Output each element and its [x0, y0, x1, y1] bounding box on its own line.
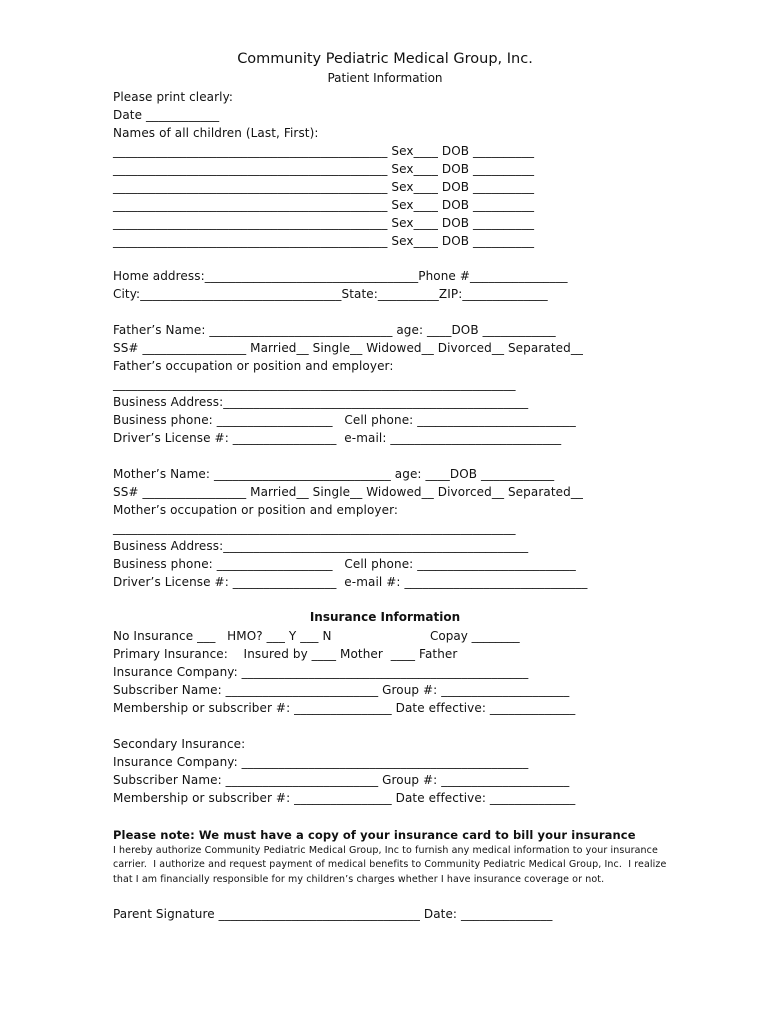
mother-ss-field[interactable]: SS# _________________ Married__ Single__ Widowed__ Divorced__ Separated__: [113, 485, 584, 499]
print-clearly-note: Please print clearly:: [113, 90, 234, 104]
mother-name-field[interactable]: Mother’s Name: _____________________________ age: ____DOB ____________: [113, 467, 555, 481]
father-name-field[interactable]: Father’s Name: ______________________________ age: ____DOB ____________: [113, 323, 556, 337]
child-row[interactable]: _____________________________________________ Sex____ DOB __________: [113, 216, 535, 230]
child-row[interactable]: _____________________________________________ Sex____ DOB __________: [113, 198, 535, 212]
parent-signature-field[interactable]: Parent Signature _________________________________ Date: _______________: [113, 907, 553, 921]
page-title: Community Pediatric Medical Group, Inc.: [237, 51, 533, 67]
insurance-company-field[interactable]: Insurance Company: _______________________________________________: [113, 665, 529, 679]
child-row[interactable]: _____________________________________________ Sex____ DOB __________: [113, 144, 535, 158]
children-label: Names of all children (Last, First):: [113, 126, 319, 140]
insurance-heading: Insurance Information: [309, 610, 461, 624]
child-row[interactable]: _____________________________________________ Sex____ DOB __________: [113, 180, 535, 194]
child-row[interactable]: _____________________________________________ Sex____ DOB __________: [113, 234, 535, 248]
mother-business-address-field[interactable]: Business Address:__________________________________________________: [113, 539, 529, 553]
copay-field[interactable]: Copay ________: [430, 629, 520, 643]
secondary-company-field[interactable]: Insurance Company: _______________________________________________: [113, 755, 529, 769]
city-state-zip-field[interactable]: City:_________________________________State:__________ZIP:______________: [113, 287, 548, 301]
mother-phone-field[interactable]: Business phone: ___________________ Cell phone: __________________________: [113, 557, 576, 571]
mother-occupation-label: Mother’s occupation or position and employer:: [113, 503, 399, 517]
authorization-text: I hereby authorize Community Pediatric Medical Group, Inc to furnish any medical information to your insurance: [113, 845, 658, 856]
father-ss-field[interactable]: SS# _________________ Married__ Single__ Widowed__ Divorced__ Separated__: [113, 341, 584, 355]
mother-occupation-field[interactable]: __________________________________________________________________: [113, 521, 516, 535]
date-field[interactable]: Date ____________: [113, 108, 220, 122]
child-row[interactable]: _____________________________________________ Sex____ DOB __________: [113, 162, 535, 176]
no-insurance-hmo-field[interactable]: No Insurance ___ HMO? ___ Y ___ N: [113, 629, 332, 643]
mother-license-field[interactable]: Driver’s License #: _________________ e-mail #: ______________________________: [113, 575, 588, 589]
primary-insurance-field[interactable]: Primary Insurance: Insured by ____ Mother ____ Father: [113, 647, 458, 661]
father-business-address-field[interactable]: Business Address:__________________________________________________: [113, 395, 529, 409]
secondary-membership-field[interactable]: Membership or subscriber #: ________________ Date effective: ______________: [113, 791, 576, 805]
secondary-insurance-label: Secondary Insurance:: [113, 737, 246, 751]
father-occupation-field[interactable]: __________________________________________________________________: [113, 377, 516, 391]
insurance-note-heading: Please note: We must have a copy of your insurance card to bill your insurance: [113, 828, 636, 842]
authorization-text: carrier. I authorize and request payment of medical benefits to Community Pediatric Medical Group, Inc. I realize: [113, 859, 667, 870]
page-subtitle: Patient Information: [327, 71, 443, 85]
home-address-field[interactable]: Home address:___________________________________Phone #________________: [113, 269, 568, 283]
membership-date-field[interactable]: Membership or subscriber #: ________________ Date effective: ______________: [113, 701, 576, 715]
father-license-field[interactable]: Driver’s License #: _________________ e-mail: ____________________________: [113, 431, 562, 445]
authorization-text: that I am financially responsible for my children’s charges whether I have insurance coverage or not.: [113, 874, 605, 885]
father-occupation-label: Father’s occupation or position and employer:: [113, 359, 394, 373]
secondary-subscriber-field[interactable]: Subscriber Name: _________________________ Group #: _____________________: [113, 773, 570, 787]
subscriber-group-field[interactable]: Subscriber Name: _________________________ Group #: _____________________: [113, 683, 570, 697]
father-phone-field[interactable]: Business phone: ___________________ Cell phone: __________________________: [113, 413, 576, 427]
